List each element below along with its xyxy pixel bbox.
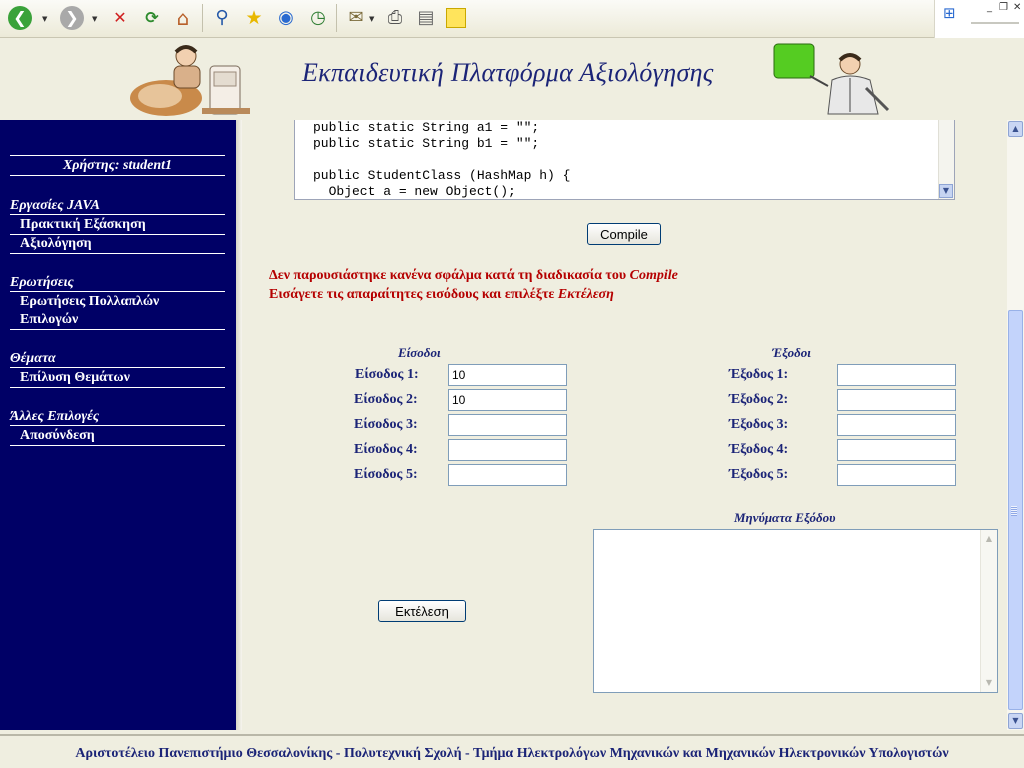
back-arrow-icon[interactable]: ❮ [8,6,32,30]
output-messages-textarea[interactable] [593,529,998,693]
footer-divider [0,734,1024,736]
print-icon[interactable]: ⎙ [387,7,403,28]
window-corner [934,0,1024,38]
scroll-down-icon[interactable]: ▼ [1008,713,1023,729]
mail-icon[interactable]: ✉ [348,7,364,28]
sidebar-divider [10,214,225,215]
input-label-2: Είσοδος 2: [354,392,418,407]
sidebar-section-other: Άλλες Επιλογές [10,409,100,424]
code-editor[interactable] [294,120,955,200]
page-scrollbar[interactable] [1007,120,1024,730]
input-label-3: Είσοδος 3: [354,417,418,432]
page-footer [0,730,1024,768]
output-messages-scrollbar[interactable] [980,530,997,692]
sidebar-divider [10,445,225,446]
discuss-note-icon[interactable]: ▭ [446,8,466,28]
code-text[interactable]: public static String a1 = ""; public static String b1 = ""; public StudentClass (HashMap h) { Object a = new Object(); [313,120,571,199]
output-field-4[interactable] [837,439,956,461]
output-field-2[interactable] [837,389,956,411]
close-icon[interactable]: ✕ [1013,2,1022,13]
input-label-1: Είσοδος 1: [355,367,419,382]
sidebar-divider [10,425,225,426]
sidebar-section-topics: Θέματα [10,351,56,366]
input-field-2[interactable] [448,389,567,411]
output-field-1[interactable] [837,364,956,386]
input-label-4: Είσοδος 4: [354,442,418,457]
sidebar-frame-border [236,120,242,730]
header-banner [0,38,1024,118]
sidebar-link-multiple-choice[interactable]: Ερωτήσεις Πολλαπλών [20,294,160,309]
sidebar-divider [10,234,225,235]
output-field-5[interactable] [837,464,956,486]
output-label-2: Έξοδος 2: [729,392,789,407]
sidebar-link-logout[interactable]: Αποσύνδεση [20,428,95,443]
footer-text: Αριστοτέλειο Πανεπιστήμιο Θεσσαλονίκης - Πολυτεχνική Σχολή - Τμήμα Ηλεκτρολόγων Μηχανικών και Μηχανικών Ηλεκτρονικών Υπολογιστών [75,746,949,761]
window-progress-bar [971,22,1019,24]
stop-icon[interactable]: ✕ [113,8,127,27]
presenter-with-board-clipart-icon [770,40,894,118]
restore-icon[interactable]: ❐ [999,2,1008,13]
input-label-5: Είσοδος 5: [354,467,418,482]
home-icon[interactable]: ⌂ [176,6,190,30]
sidebar-link-evaluation[interactable]: Αξιολόγηση [20,236,92,251]
sidebar-section-java: Εργασίες JAVA [10,198,100,213]
mail-dropdown-icon[interactable]: ▼ [369,15,375,23]
scroll-up-icon[interactable]: ▲ [1008,121,1023,137]
inputs-heading: Είσοδοι [398,345,441,360]
favorites-star-icon[interactable]: ★ [245,7,263,29]
output-label-1: Έξοδος 1: [729,367,789,382]
output-messages-heading: Μηνύματα Εξόδου [734,510,836,525]
compile-status-message: Δεν παρουσιάστηκε κανένα σφάλμα κατά τη διαδικασία του Compile [269,268,678,283]
input-field-1[interactable] [448,364,567,386]
sidebar-section-questions: Ερωτήσεις [10,275,74,290]
logged-in-user: Χρήστης: student1 [62,158,173,173]
output-label-5: Έξοδος 5: [729,467,789,482]
minimize-icon[interactable]: _ [987,2,992,13]
page-title: Εκπαιδευτική Πλατφόρμα Αξιολόγησης [302,58,714,87]
compile-button[interactable]: Compile [587,223,661,245]
sidebar-divider [10,253,225,254]
scroll-down-icon[interactable]: ▼ [985,678,993,687]
toolbar-separator [202,4,203,32]
sidebar-link-solve-topics[interactable]: Επίλυση Θεμάτων [20,370,130,385]
input-field-3[interactable] [448,414,567,436]
instructions-message: Εισάγετε τις απαραίτητες εισόδους και επιλέξτε Εκτέλεση [269,287,614,302]
scroll-up-icon[interactable]: ▲ [985,534,993,543]
student-at-computer-clipart-icon [126,42,252,118]
media-globe-icon[interactable]: ◉ [278,7,294,28]
sidebar-nav [0,120,236,730]
scroll-down-icon[interactable]: ▼ [939,184,953,198]
outputs-heading: Έξοδοι [772,345,811,360]
back-dropdown-icon[interactable]: ▼ [42,15,48,23]
windows-logo-icon: ⊞ [943,4,956,22]
sidebar-link-practice[interactable]: Πρακτική Εξάσκηση [20,217,146,232]
sidebar-divider [10,387,225,388]
scrollbar-grip-icon [1011,506,1017,516]
history-icon[interactable]: ◷ [310,7,326,28]
forward-dropdown-icon[interactable]: ▼ [92,15,98,23]
input-field-4[interactable] [448,439,567,461]
sidebar-divider [10,291,225,292]
toolbar-separator [336,4,337,32]
edit-icon[interactable]: ▤ [417,7,435,28]
search-icon[interactable]: ⚲ [215,7,229,28]
code-editor-scrollbar[interactable] [938,120,954,199]
output-label-3: Έξοδος 3: [729,417,789,432]
output-label-4: Έξοδος 4: [729,442,789,457]
output-field-3[interactable] [837,414,956,436]
sidebar-divider [10,155,225,156]
sidebar-divider [10,329,225,330]
input-field-5[interactable] [448,464,567,486]
refresh-icon[interactable]: ⟳ [145,8,159,27]
sidebar-divider [10,175,225,176]
sidebar-divider [10,367,225,368]
browser-toolbar [0,0,1024,38]
sidebar-link-multiple-choice-line2[interactable]: Επιλογών [20,312,79,327]
execute-button[interactable]: Εκτέλεση [378,600,466,622]
forward-arrow-icon[interactable]: ❯ [60,6,84,30]
